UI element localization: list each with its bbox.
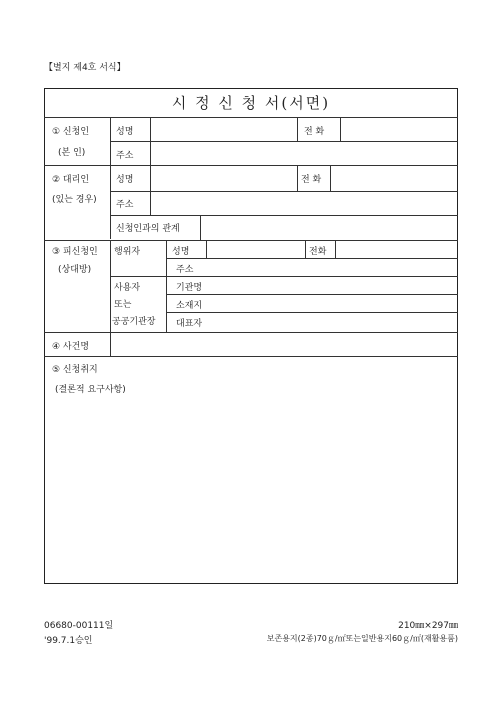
divider (335, 240, 336, 258)
applicant-phone-label: 전 화 (304, 127, 325, 137)
divider (110, 191, 458, 192)
respondent-location-label: 소재지 (176, 301, 203, 311)
divider (110, 141, 458, 142)
agent-address-label: 주소 (116, 200, 134, 210)
case-label: ④ 사건명 (52, 342, 90, 352)
applicant-sublabel: (본 인) (58, 148, 86, 158)
divider (166, 258, 458, 259)
divider (330, 165, 331, 191)
footer-size: 210㎜×297㎜ (398, 621, 458, 631)
divider (166, 240, 167, 332)
divider (206, 240, 207, 258)
respondent-user-label-3: 공공기관장 (112, 317, 156, 327)
agent-phone-label: 전 화 (301, 175, 322, 185)
divider (44, 240, 458, 241)
divider (110, 240, 111, 332)
divider (110, 117, 111, 239)
respondent-name-label: 성명 (172, 247, 190, 257)
applicant-name-label: 성명 (116, 127, 134, 137)
divider (110, 332, 111, 356)
form-reference: 【별지 제4호 서식】 (44, 63, 126, 73)
divider (110, 215, 458, 216)
divider (297, 117, 298, 141)
divider (200, 215, 201, 240)
form-title: 시 정 신 청 서(서면) (171, 94, 331, 112)
footer-paper: 보존용지(2종)70ｇ/㎡또는일반용지60ｇ/㎡(재활용품) (266, 634, 458, 643)
respondent-org-name-label: 기관명 (176, 283, 203, 293)
respondent-address-label: 주소 (176, 265, 194, 275)
divider (297, 165, 298, 191)
purpose-sublabel: (결론적 요구사항) (55, 385, 126, 395)
agent-name-label: 성명 (116, 175, 134, 185)
divider (110, 276, 458, 277)
divider (44, 356, 458, 357)
applicant-address-label: 주소 (116, 151, 134, 161)
respondent-label: ③ 피신청인 (52, 247, 98, 257)
respondent-actor-label: 행위자 (114, 247, 141, 257)
divider (305, 240, 306, 258)
purpose-label: ⑤ 신청취지 (52, 365, 98, 375)
agent-relation-label: 신청인과의 관계 (116, 224, 180, 234)
divider (44, 332, 458, 333)
respondent-rep-label: 대표자 (176, 319, 203, 329)
form-frame (44, 88, 458, 584)
divider (150, 117, 151, 165)
divider (340, 117, 341, 141)
respondent-user-label-2: 또는 (114, 300, 132, 310)
respondent-sublabel: (상대방) (58, 265, 92, 275)
respondent-user-label-1: 사용자 (114, 283, 141, 293)
divider (150, 165, 151, 215)
respondent-phone-label: 전화 (309, 247, 327, 257)
divider (44, 165, 458, 166)
divider (44, 117, 458, 118)
divider (166, 312, 458, 313)
applicant-label: ① 신청인 (52, 127, 90, 137)
divider (166, 294, 458, 295)
agent-sublabel: (있는 경우) (52, 195, 97, 205)
footer-code: 06680-00111일 (44, 621, 114, 631)
footer-approval: '99.7.1승인 (44, 636, 93, 646)
agent-label: ② 대리인 (52, 175, 90, 185)
